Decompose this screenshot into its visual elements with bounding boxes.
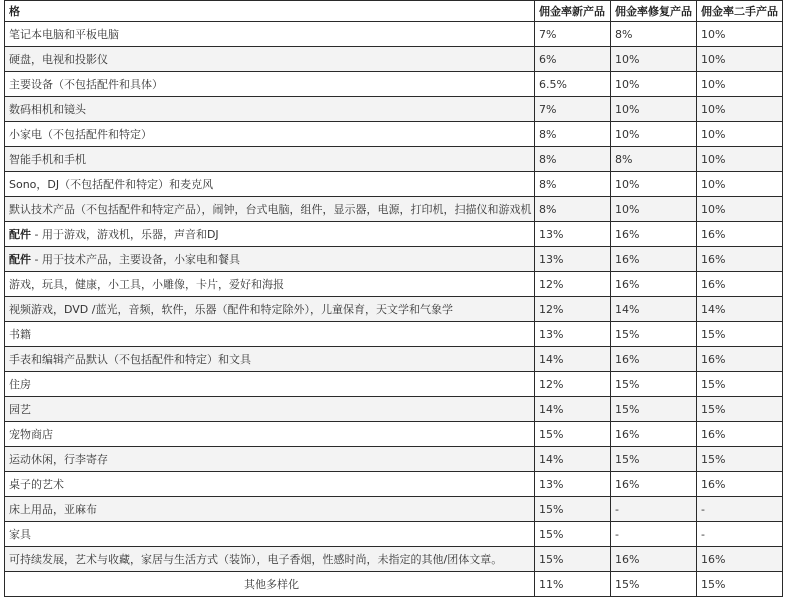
new-rate-cell: 7% bbox=[535, 97, 611, 122]
table-row bbox=[5, 297, 783, 322]
new-rate-cell: 8% bbox=[535, 197, 611, 222]
refurbished-rate-cell: 15% bbox=[611, 447, 697, 472]
refurbished-rate-cell: 15% bbox=[611, 372, 697, 397]
category-label: 视频游戏，DVD /蓝光，音频，软件，乐器（配件和特定除外），儿童保育，天文学和气象学 bbox=[9, 303, 453, 316]
new-rate-cell: 6% bbox=[535, 47, 611, 72]
category-cell bbox=[5, 372, 535, 397]
header-new: 佣金率新产品 bbox=[535, 1, 611, 22]
table-row bbox=[5, 422, 783, 447]
used-rate-cell: 10% bbox=[697, 172, 783, 197]
table-row bbox=[5, 522, 783, 547]
table-row bbox=[5, 172, 783, 197]
table-row bbox=[5, 347, 783, 372]
used-rate-cell: 16% bbox=[697, 547, 783, 572]
category-prefix: 配件 bbox=[9, 253, 31, 266]
category-cell bbox=[5, 447, 535, 472]
category-label: 运动休闲，行李寄存 bbox=[9, 453, 108, 466]
category-cell bbox=[5, 247, 535, 272]
refurbished-rate-cell: 16% bbox=[611, 222, 697, 247]
new-rate-cell: 12% bbox=[535, 272, 611, 297]
used-rate-cell: 15% bbox=[697, 397, 783, 422]
refurbished-rate-cell: 10% bbox=[611, 97, 697, 122]
used-rate-cell: - bbox=[697, 497, 783, 522]
table-row bbox=[5, 272, 783, 297]
category-label: 桌子的艺术 bbox=[9, 478, 64, 491]
category-label: 默认技术产品（不包括配件和特定产品），闹钟，台式电脑，组件，显示器，电源，打印机，扫描仪和游戏机 bbox=[9, 203, 532, 216]
new-rate-cell: 13% bbox=[535, 472, 611, 497]
category-label: 数码相机和镜头 bbox=[9, 103, 86, 116]
used-rate-cell: 15% bbox=[697, 322, 783, 347]
category-cell bbox=[5, 47, 535, 72]
category-label: 书籍 bbox=[9, 328, 31, 341]
refurbished-rate-cell: 15% bbox=[611, 397, 697, 422]
category-cell bbox=[5, 222, 535, 247]
header-used: 佣金率二手产品 bbox=[697, 1, 783, 22]
refurbished-rate-cell: 16% bbox=[611, 272, 697, 297]
category-cell bbox=[5, 72, 535, 97]
new-rate-cell: 13% bbox=[535, 322, 611, 347]
used-rate-cell: 10% bbox=[697, 97, 783, 122]
refurbished-rate-cell: 16% bbox=[611, 347, 697, 372]
category-cell bbox=[5, 322, 535, 347]
category-label: 智能手机和手机 bbox=[9, 153, 86, 166]
used-rate-cell: 15% bbox=[697, 447, 783, 472]
category-cell bbox=[5, 97, 535, 122]
table-row bbox=[5, 322, 783, 347]
table-row bbox=[5, 147, 783, 172]
table-row bbox=[5, 547, 783, 572]
new-rate-cell: 11% bbox=[535, 572, 611, 597]
table-row bbox=[5, 97, 783, 122]
new-rate-cell: 12% bbox=[535, 297, 611, 322]
refurbished-rate-cell: 8% bbox=[611, 147, 697, 172]
table-row bbox=[5, 72, 783, 97]
refurbished-rate-cell: 10% bbox=[611, 72, 697, 97]
table-row bbox=[5, 222, 783, 247]
table-row bbox=[5, 247, 783, 272]
table-row bbox=[5, 497, 783, 522]
refurbished-rate-cell: 8% bbox=[611, 22, 697, 47]
category-label: 笔记本电脑和平板电脑 bbox=[9, 28, 119, 41]
table-row bbox=[5, 572, 783, 597]
category-label: 园艺 bbox=[9, 403, 31, 416]
category-cell bbox=[5, 272, 535, 297]
category-cell bbox=[5, 22, 535, 47]
used-rate-cell: 10% bbox=[697, 122, 783, 147]
category-cell bbox=[5, 572, 535, 597]
new-rate-cell: 6.5% bbox=[535, 72, 611, 97]
new-rate-cell: 15% bbox=[535, 497, 611, 522]
category-label: 家具 bbox=[9, 528, 31, 541]
commission-table bbox=[4, 0, 783, 597]
refurbished-rate-cell: 10% bbox=[611, 172, 697, 197]
used-rate-cell: 16% bbox=[697, 347, 783, 372]
table-row bbox=[5, 22, 783, 47]
category-label: - 用于游戏，游戏机，乐器，声音和DJ bbox=[31, 228, 219, 241]
refurbished-rate-cell: 14% bbox=[611, 297, 697, 322]
category-cell bbox=[5, 122, 535, 147]
category-cell bbox=[5, 472, 535, 497]
category-label: 宠物商店 bbox=[9, 428, 53, 441]
refurbished-rate-cell: 15% bbox=[611, 572, 697, 597]
used-rate-cell: - bbox=[697, 522, 783, 547]
used-rate-cell: 16% bbox=[697, 422, 783, 447]
category-cell bbox=[5, 422, 535, 447]
refurbished-rate-cell: 10% bbox=[611, 122, 697, 147]
used-rate-cell: 16% bbox=[697, 472, 783, 497]
new-rate-cell: 8% bbox=[535, 172, 611, 197]
new-rate-cell: 7% bbox=[535, 22, 611, 47]
refurbished-rate-cell: 16% bbox=[611, 247, 697, 272]
new-rate-cell: 8% bbox=[535, 147, 611, 172]
category-cell bbox=[5, 397, 535, 422]
new-rate-cell: 14% bbox=[535, 347, 611, 372]
category-label: 主要设备（不包括配件和具体） bbox=[9, 78, 163, 91]
used-rate-cell: 10% bbox=[697, 72, 783, 97]
used-rate-cell: 15% bbox=[697, 572, 783, 597]
table-row bbox=[5, 397, 783, 422]
category-cell bbox=[5, 197, 535, 222]
table-row bbox=[5, 197, 783, 222]
category-label: Sono，DJ（不包括配件和特定）和麦克风 bbox=[9, 178, 214, 191]
header-refurbished: 佣金率修复产品 bbox=[611, 1, 697, 22]
category-cell bbox=[5, 547, 535, 572]
new-rate-cell: 14% bbox=[535, 447, 611, 472]
table-row bbox=[5, 47, 783, 72]
refurbished-rate-cell: 16% bbox=[611, 472, 697, 497]
category-cell bbox=[5, 147, 535, 172]
refurbished-rate-cell: - bbox=[611, 497, 697, 522]
refurbished-rate-cell: 15% bbox=[611, 322, 697, 347]
refurbished-rate-cell: 16% bbox=[611, 422, 697, 447]
used-rate-cell: 15% bbox=[697, 372, 783, 397]
category-label: 其他多样化 bbox=[244, 578, 299, 591]
category-label: 小家电（不包括配件和特定） bbox=[9, 128, 152, 141]
category-cell bbox=[5, 297, 535, 322]
table-row bbox=[5, 122, 783, 147]
category-cell bbox=[5, 522, 535, 547]
new-rate-cell: 15% bbox=[535, 547, 611, 572]
new-rate-cell: 13% bbox=[535, 247, 611, 272]
category-label: 可持续发展，艺术与收藏，家居与生活方式（装饰），电子香烟，性感时尚，未指定的其他/团体文章。 bbox=[9, 553, 503, 566]
used-rate-cell: 10% bbox=[697, 147, 783, 172]
used-rate-cell: 16% bbox=[697, 272, 783, 297]
table-row bbox=[5, 372, 783, 397]
category-label: 手表和编辑产品默认（不包括配件和特定）和文具 bbox=[9, 353, 251, 366]
new-rate-cell: 15% bbox=[535, 522, 611, 547]
used-rate-cell: 10% bbox=[697, 197, 783, 222]
category-label: 床上用品，亚麻布 bbox=[9, 503, 97, 516]
used-rate-cell: 14% bbox=[697, 297, 783, 322]
refurbished-rate-cell: - bbox=[611, 522, 697, 547]
category-prefix: 配件 bbox=[9, 228, 31, 241]
category-cell bbox=[5, 497, 535, 522]
refurbished-rate-cell: 10% bbox=[611, 197, 697, 222]
header-category: 格 bbox=[5, 1, 535, 22]
refurbished-rate-cell: 10% bbox=[611, 47, 697, 72]
category-cell bbox=[5, 347, 535, 372]
table-row bbox=[5, 472, 783, 497]
used-rate-cell: 10% bbox=[697, 22, 783, 47]
header-row bbox=[5, 1, 783, 22]
new-rate-cell: 14% bbox=[535, 397, 611, 422]
new-rate-cell: 13% bbox=[535, 222, 611, 247]
used-rate-cell: 16% bbox=[697, 247, 783, 272]
used-rate-cell: 16% bbox=[697, 222, 783, 247]
new-rate-cell: 8% bbox=[535, 122, 611, 147]
used-rate-cell: 10% bbox=[697, 47, 783, 72]
category-label: 游戏，玩具，健康，小工具，小雕像，卡片，爱好和海报 bbox=[9, 278, 284, 291]
refurbished-rate-cell: 16% bbox=[611, 547, 697, 572]
category-label: 硬盘，电视和投影仪 bbox=[9, 53, 108, 66]
new-rate-cell: 15% bbox=[535, 422, 611, 447]
table-row bbox=[5, 447, 783, 472]
category-label: - 用于技术产品，主要设备，小家电和餐具 bbox=[31, 253, 240, 266]
category-cell bbox=[5, 172, 535, 197]
new-rate-cell: 12% bbox=[535, 372, 611, 397]
category-label: 住房 bbox=[9, 378, 31, 391]
